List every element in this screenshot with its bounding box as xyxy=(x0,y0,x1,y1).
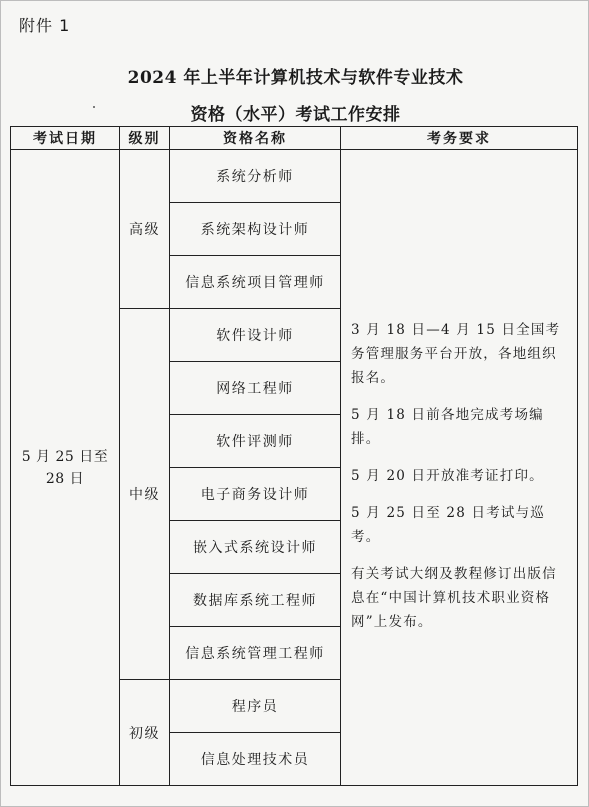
header-level: 级别 xyxy=(120,127,170,150)
header-requirements: 考务要求 xyxy=(341,127,578,150)
level-junior: 初级 xyxy=(120,680,170,786)
requirement-item: 5 月 18 日前各地完成考场编排。 xyxy=(351,407,544,447)
table-header-row xyxy=(11,127,578,150)
qualification-name: 信息处理技术员 xyxy=(170,733,341,786)
document-title-line2: 资格（水平）考试工作安排 xyxy=(190,105,401,125)
requirement-item: 5 月 20 日开放准考证打印。 xyxy=(351,468,544,484)
qualification-name: 电子商务设计师 xyxy=(170,468,341,521)
attachment-label: 附件 1 xyxy=(19,16,71,35)
exam-dates-text: 5 月 25 日至 28 日 xyxy=(21,448,109,487)
requirement-item: 有关考试大纲及教程修订出版信息在“中国计算机技术职业资格网”上发布。 xyxy=(351,566,557,630)
level-senior: 高级 xyxy=(120,150,170,309)
header-exam-date: 考试日期 xyxy=(11,127,120,150)
qualification-name: 系统分析师 xyxy=(170,150,341,203)
qualification-name: 嵌入式系统设计师 xyxy=(170,521,341,574)
qualification-name: 信息系统管理工程师 xyxy=(170,627,341,680)
requirement-item: 5 月 25 日至 28 日考试与巡考。 xyxy=(351,505,546,545)
requirement-item: 3 月 18 日—4 月 15 日全国考务管理服务平台开放，各地组织报名。 xyxy=(351,322,561,386)
qualification-name: 系统架构设计师 xyxy=(170,203,341,256)
level-intermediate: 中级 xyxy=(120,309,170,680)
table-row xyxy=(11,150,578,203)
qualification-name: 网络工程师 xyxy=(170,362,341,415)
exam-schedule-table xyxy=(10,126,578,786)
qualification-name: 数据库系统工程师 xyxy=(170,574,341,627)
header-qualification: 资格名称 xyxy=(170,127,341,150)
requirements-cell xyxy=(341,150,578,786)
qualification-name: 软件设计师 xyxy=(170,309,341,362)
qualification-name: 软件评测师 xyxy=(170,415,341,468)
qualification-name: 信息系统项目管理师 xyxy=(170,256,341,309)
qualification-name: 程序员 xyxy=(170,680,341,733)
exam-dates-cell xyxy=(11,150,120,786)
document-title-line1: 2024 年上半年计算机技术与软件专业技术 xyxy=(127,68,464,88)
